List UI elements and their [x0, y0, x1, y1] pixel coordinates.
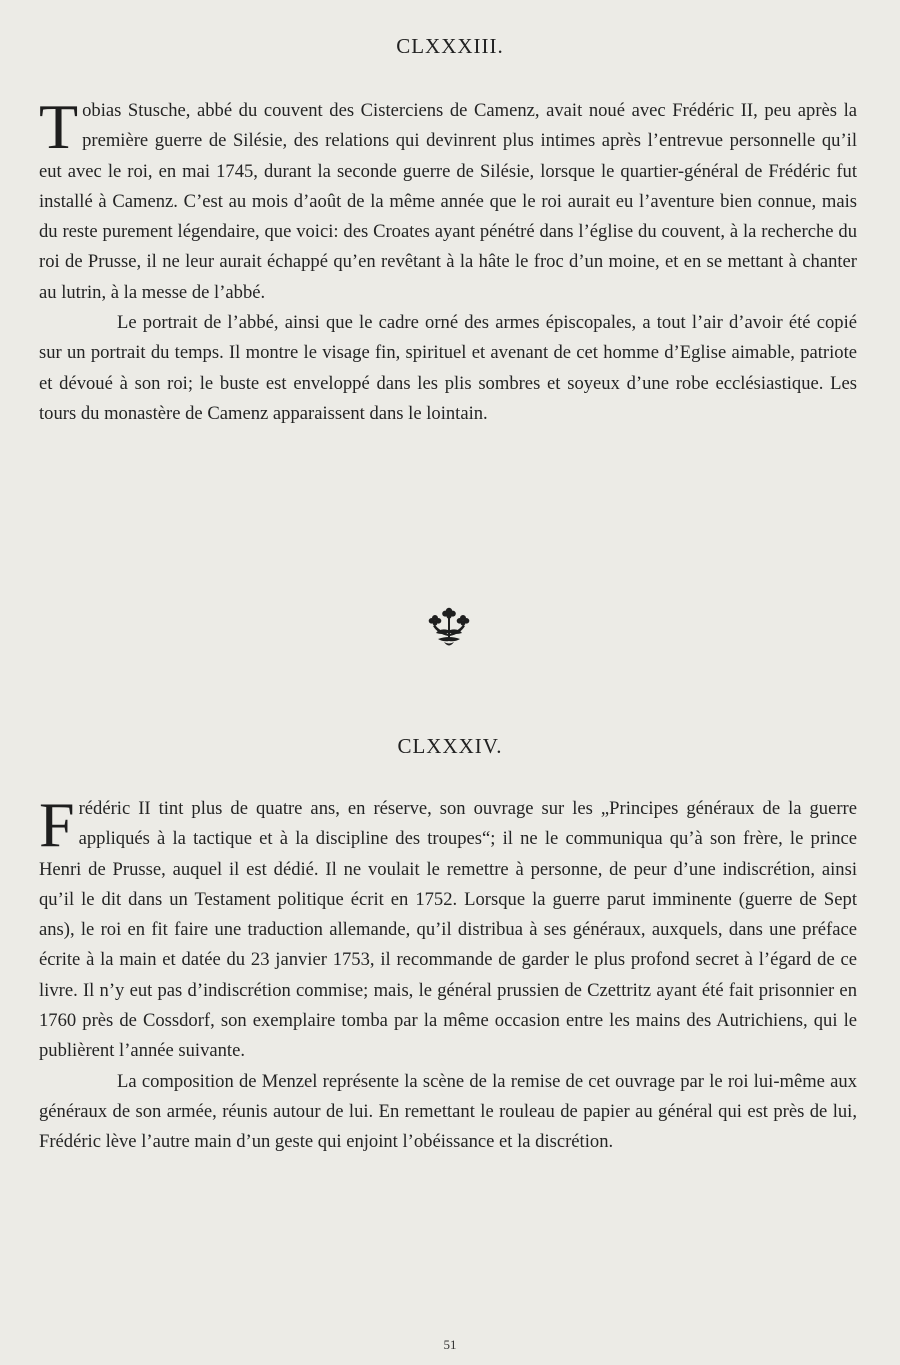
section-body-clxxxiii	[39, 91, 857, 429]
paragraph: La composition de Menzel représente la scène de la remise de cet ouvrage par le roi lui-même aux généraux de son armée, réunis autour de lui. En remettant le rouleau de papier au général qui est près de lui, Frédéric lève l’autre main d’un geste qui enjoint l’obéissance et la discrétion.	[39, 1070, 857, 1153]
paragraph: Le portrait de l’abbé, ainsi que le cadre orné des armes épiscopales, a tout l’air d’avoir été copié sur un portrait du temps. Il montre le visage fin, spirituel et avenant de cet homme d’Eglise aimable, patriote et dévoué à son roi; le buste est enveloppé dans les plis sombres et soyeux d’une robe ecclésiastique. Les tours du monastère de Camenz apparaissent dans le lointain.	[39, 312, 857, 424]
drop-cap: T	[39, 91, 79, 162]
paragraph	[39, 91, 857, 308]
paragraph-text: obias Stusche, abbé du couvent des Cisterciens de Camenz, avait noué avec Frédéric II, peu après la première guerre de Silésie, des relations qui devinrent plus intimes après l’entrevue personnelle qu’il eut avec le roi, en mai 1745, durant la seconde guerre de Silésie, lorsque le quartier-général de Frédéric fut installé à Camenz. C’est au mois d’août de la même année que le roi aurait eu l’aventure bien connue, mais du reste purement légendaire, que voici: des Croates ayant pénétré dans l’église du couvent, à la recherche du roi de Prusse, il ne leur aurait échappé qu’en revêtant à la hâte le froc d’un moine, et en se mettant à chanter au lutrin, à la messe de l’abbé.	[39, 100, 857, 303]
section-heading-clxxxiv: CLXXXIV.	[397, 734, 503, 758]
drop-cap: F	[39, 789, 75, 860]
section-body-clxxxiv	[39, 789, 857, 1158]
paragraph	[39, 789, 857, 1067]
paragraph-text: rédéric II tint plus de quatre ans, en réserve, son ouvrage sur les „Principes généraux de la guerre appliqués à la tactique et à la discipline des troupes“; il ne le communiqua qu’à son frère, le prince Henri de Prusse, auquel il est dédié. Il ne voulait le remettre à personne, de peur d’une indiscrétion, ainsi qu’il le dit dans un Testament politique écrit en 1752. Lorsque la guerre parut imminente (guerre de Sept ans), le roi en fit faire une traduction allemande, qu’il distribua à ses généraux, auxquels, dans une préface écrite à la main et datée du 23 janvier 1753, il recommande de garder le plus profond secret à l’égard de ce livre. Il n’y eut pas d’indiscrétion commise; mais, le général prussien de Czettritz ayant été fait prisonnier en 1760 près de Cossdorf, son exemplaire tomba par la même occasion entre les mains des Autrichiens, qui le publièrent l’année suivante.	[39, 798, 857, 1062]
page-number: 51	[443, 1337, 457, 1352]
section-heading-clxxxiii: CLXXXIII.	[396, 34, 504, 58]
floral-ornament-icon	[424, 606, 474, 650]
